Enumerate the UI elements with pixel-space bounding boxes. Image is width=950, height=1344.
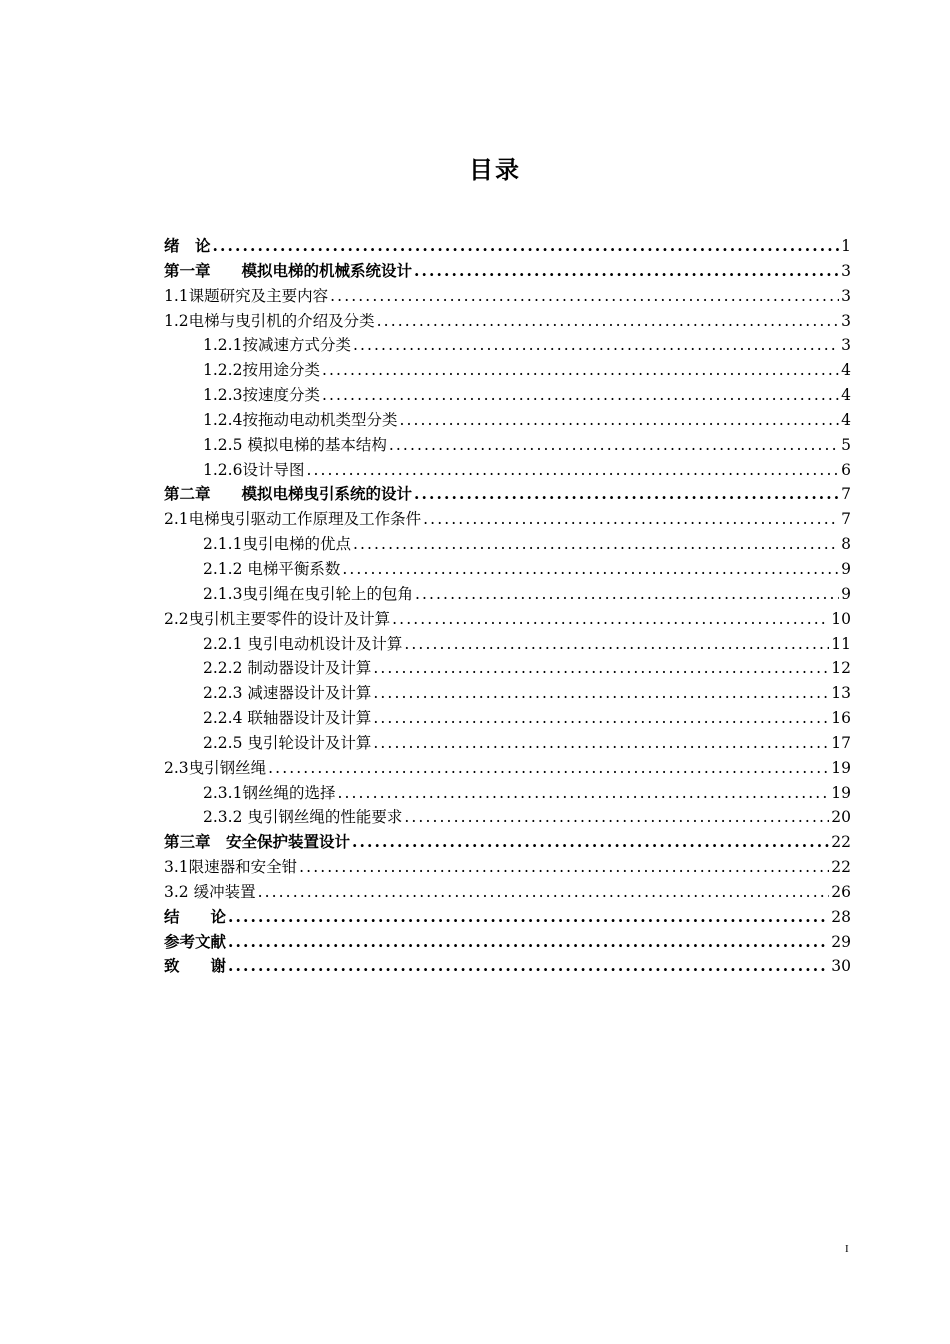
toc-entry-title: 致 谢 bbox=[164, 957, 227, 976]
toc-entry[interactable] bbox=[164, 607, 851, 632]
toc-entry[interactable] bbox=[164, 830, 851, 855]
toc-entry-page: 13 bbox=[831, 684, 851, 703]
toc-entry-page: 30 bbox=[831, 957, 851, 976]
toc-entry-page: 3 bbox=[841, 311, 851, 330]
toc-entry-title: 1.2.4按拖动电动机类型分类 bbox=[203, 410, 398, 429]
toc-entry[interactable] bbox=[164, 656, 851, 681]
toc-entry-title: 参考文献 bbox=[164, 932, 227, 951]
toc-entry[interactable] bbox=[164, 433, 851, 458]
toc-entry-title: 2.1.1曳引电梯的优点 bbox=[203, 535, 351, 554]
toc-entry-page: 9 bbox=[841, 559, 851, 578]
toc-dot-leader bbox=[337, 781, 829, 806]
toc-entry-page: 4 bbox=[841, 410, 851, 429]
toc-entry-page: 12 bbox=[831, 659, 851, 678]
toc-dot-leader bbox=[414, 259, 839, 284]
toc-entry-page: 1 bbox=[841, 237, 851, 255]
toc-entry[interactable] bbox=[164, 309, 851, 334]
toc-entry-page: 7 bbox=[841, 485, 851, 504]
toc-entry-title: 1.2.1按减速方式分类 bbox=[203, 336, 351, 355]
toc-entry-title: 2.2.2 制动器设计及计算 bbox=[203, 659, 372, 678]
toc-dot-leader bbox=[392, 607, 829, 632]
toc-dot-leader bbox=[404, 805, 829, 830]
toc-entry[interactable] bbox=[164, 557, 851, 582]
toc-entry[interactable] bbox=[164, 333, 851, 358]
toc-entry[interactable] bbox=[164, 905, 851, 930]
toc-entry-title: 1.1课题研究及主要内容 bbox=[164, 286, 329, 305]
toc-entry[interactable] bbox=[164, 408, 851, 433]
toc-entry-title: 结 论 bbox=[164, 907, 227, 926]
toc-dot-leader bbox=[352, 830, 829, 855]
toc-entry-page: 11 bbox=[831, 634, 851, 653]
toc-entry[interactable] bbox=[164, 284, 851, 309]
toc-entry-title: 3.1限速器和安全钳 bbox=[164, 858, 298, 877]
toc-entry-title: 2.1电梯曳引驱动工作原理及工作条件 bbox=[164, 510, 422, 529]
toc-entry-title: 1.2.6设计导图 bbox=[203, 460, 305, 479]
toc-entry-title: 1.2电梯与曳引机的介绍及分类 bbox=[164, 311, 375, 330]
toc-entry-title: 2.2.5 曳引轮设计及计算 bbox=[203, 733, 372, 752]
toc-entry-page: 19 bbox=[831, 758, 851, 777]
toc-dot-leader bbox=[353, 333, 839, 358]
toc-entry-page: 9 bbox=[841, 584, 851, 603]
toc-entry-page: 6 bbox=[841, 460, 851, 479]
toc-entry-title: 1.2.5 模拟电梯的基本结构 bbox=[203, 435, 387, 454]
toc-entry-page: 22 bbox=[831, 858, 851, 877]
toc-dot-leader bbox=[373, 656, 829, 681]
toc-entry[interactable] bbox=[164, 458, 851, 483]
toc-entry-title: 2.2曳引机主要零件的设计及计算 bbox=[164, 609, 391, 628]
toc-dot-leader bbox=[342, 557, 839, 582]
toc-entry[interactable] bbox=[164, 259, 851, 284]
toc-entry-title: 2.2.1 曳引电动机设计及计算 bbox=[203, 634, 403, 653]
toc-entry[interactable] bbox=[164, 930, 851, 955]
toc-entry-page: 20 bbox=[831, 808, 851, 827]
toc-entry-page: 5 bbox=[841, 435, 851, 454]
toc-dot-leader bbox=[373, 731, 829, 756]
toc-entry-page: 19 bbox=[831, 783, 851, 802]
toc-dot-leader bbox=[322, 383, 839, 408]
toc-dot-leader bbox=[399, 408, 839, 433]
toc-entry[interactable] bbox=[164, 681, 851, 706]
toc-dot-leader bbox=[306, 458, 839, 483]
toc-entry-page: 3 bbox=[841, 261, 851, 280]
toc-dot-leader bbox=[213, 234, 840, 259]
toc-dot-leader bbox=[423, 507, 839, 532]
toc-dot-leader bbox=[258, 880, 830, 905]
toc-dot-leader bbox=[330, 284, 839, 309]
toc-entry[interactable] bbox=[164, 632, 851, 657]
toc-entry-page: 29 bbox=[831, 932, 851, 951]
toc-entry-title: 2.3曳引钢丝绳 bbox=[164, 758, 267, 777]
page-title: 目录 bbox=[469, 156, 521, 184]
toc-entry[interactable] bbox=[164, 805, 851, 830]
toc-entry[interactable] bbox=[164, 358, 851, 383]
toc-entry[interactable] bbox=[164, 880, 851, 905]
toc-dot-leader bbox=[228, 930, 829, 955]
toc-entry-page: 8 bbox=[841, 535, 851, 554]
toc-dot-leader bbox=[228, 954, 829, 979]
toc-entry-title: 第二章 模拟电梯曳引系统的设计 bbox=[164, 485, 413, 504]
toc-entry[interactable] bbox=[164, 855, 851, 880]
toc-dot-leader bbox=[377, 309, 839, 334]
toc-entry-page: 7 bbox=[841, 510, 851, 529]
toc-entry-title: 2.1.3曳引绳在曳引轮上的包角 bbox=[203, 584, 413, 603]
toc-entry-page: 3 bbox=[841, 336, 851, 355]
page-number: I bbox=[845, 1243, 849, 1255]
toc-entry-page: 4 bbox=[841, 361, 851, 380]
toc-dot-leader bbox=[414, 482, 839, 507]
toc-entry-title: 2.3.1钢丝绳的选择 bbox=[203, 783, 336, 802]
toc-entry-page: 16 bbox=[831, 709, 851, 728]
toc-entry-page: 4 bbox=[841, 386, 851, 405]
toc-dot-leader bbox=[353, 532, 839, 557]
toc-entry-title: 2.1.2 电梯平衡系数 bbox=[203, 559, 341, 578]
toc-entry-page: 3 bbox=[841, 286, 851, 305]
toc-entry-page: 10 bbox=[831, 609, 851, 628]
toc-entry-page: 17 bbox=[831, 733, 851, 752]
toc-entry[interactable] bbox=[164, 582, 851, 607]
toc-dot-leader bbox=[268, 756, 829, 781]
toc-dot-leader bbox=[415, 582, 839, 607]
toc-entry-title: 第一章 模拟电梯的机械系统设计 bbox=[164, 261, 413, 280]
toc-entry-title: 1.2.2按用途分类 bbox=[203, 361, 320, 380]
toc-entry[interactable] bbox=[164, 507, 851, 532]
toc-dot-leader bbox=[373, 706, 829, 731]
toc-entry-title: 2.2.4 联轴器设计及计算 bbox=[203, 709, 372, 728]
toc-dot-leader bbox=[373, 681, 829, 706]
toc-entry[interactable] bbox=[164, 234, 851, 259]
toc-entry-title: 1.2.3按速度分类 bbox=[203, 386, 320, 405]
toc-dot-leader bbox=[299, 855, 829, 880]
toc-entry-title: 3.2 缓冲装置 bbox=[164, 882, 256, 901]
toc-entry[interactable] bbox=[164, 532, 851, 557]
toc-entry-title: 第三章 安全保护装置设计 bbox=[164, 833, 351, 852]
toc-entry[interactable] bbox=[164, 954, 851, 979]
toc-entry[interactable] bbox=[164, 781, 851, 806]
toc-entry-page: 28 bbox=[831, 907, 851, 926]
toc-entry[interactable] bbox=[164, 482, 851, 507]
toc-dot-leader bbox=[389, 433, 839, 458]
toc-dot-leader bbox=[322, 358, 839, 383]
toc-entry-page: 26 bbox=[831, 882, 851, 901]
toc-dot-leader bbox=[228, 905, 829, 930]
toc-dot-leader bbox=[404, 632, 829, 657]
toc-entry[interactable] bbox=[164, 731, 851, 756]
toc-entry-page: 22 bbox=[831, 833, 851, 852]
toc-entry-title: 2.3.2 曳引钢丝绳的性能要求 bbox=[203, 808, 403, 827]
toc-entry[interactable] bbox=[164, 706, 851, 731]
toc-entry-title: 2.2.3 减速器设计及计算 bbox=[203, 684, 372, 703]
toc-entry[interactable] bbox=[164, 383, 851, 408]
toc-entry-title: 绪 论 bbox=[164, 237, 211, 255]
toc-entry[interactable] bbox=[164, 756, 851, 781]
table-of-contents bbox=[164, 234, 851, 979]
